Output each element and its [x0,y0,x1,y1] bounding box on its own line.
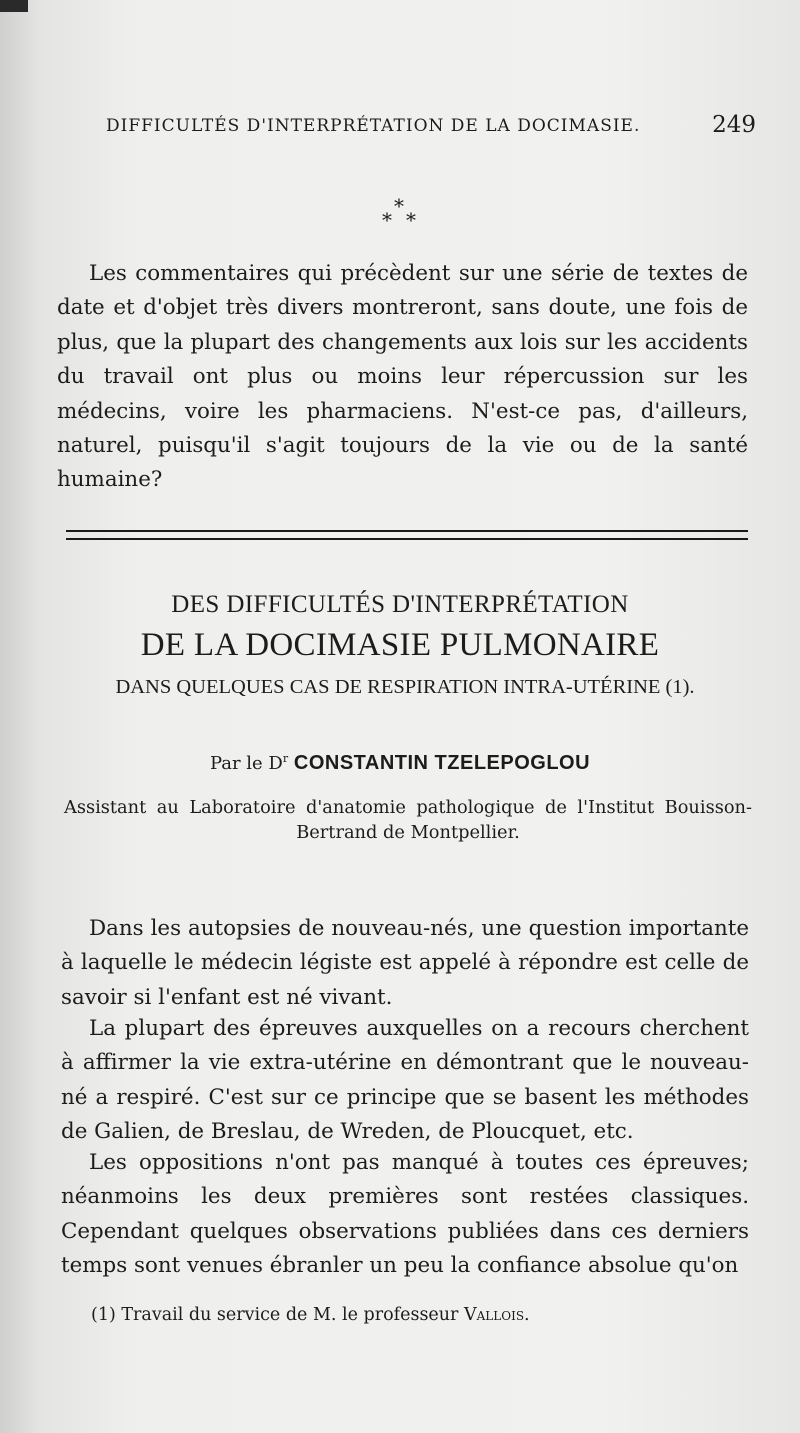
asterism-star-left: * [382,208,392,232]
byline [0,752,800,775]
page-number: 249 [712,112,756,138]
article-title-line-2: DE LA DOCIMASIE PULMONAIRE [140,627,660,663]
body-paragraph-3: Les oppositions n'ont pas manqué à toutes ces épreuves; néanmoins les deux premières sont restées classiques. Cependant quelques observations publiées dans ces derniers temps sont venues ébranler un peu la confiance absolue qu'on [61,1150,749,1279]
byline-prefix: Par le D [209,753,283,774]
double-rule-bottom [66,538,748,540]
asterism-star-top: * [394,194,404,218]
article-title-line-1: DES DIFFICULTÉS D'INTERPRÉTATION [171,591,629,618]
author-name: CONSTANTIN TZELEPOGLOU [293,752,591,774]
asterism-star-right: * [406,208,416,232]
author-affiliation: Assistant au Laboratoire d'anatomie pathologique de l'Institut Bouisson-Bertrand de Montpellier. [64,797,752,843]
asterism [370,196,430,236]
running-title: DIFFICULTÉS D'INTERPRÉTATION DE LA DOCIMASIE. [106,116,641,136]
article-title-line-3: DANS QUELQUES CAS DE RESPIRATION INTRA-UTÉRINE (1). [115,676,695,698]
body-paragraph-2: La plupart des épreuves auxquelles on a recours cherchent à affirmer la vie extra-utérine en démontrant que le nouveau-né a respiré. C'est sur ce principe que se basent les méthodes de Galien, de Breslau, de Wreden, de Ploucquet, etc. [61,1016,749,1145]
body-paragraph-1: Dans les autopsies de nouveau-nés, une question importante à laquelle le médecin légiste est appelé à répondre est celle de savoir si l'enfant est né vivant. [61,916,749,1010]
footnote [91,1305,751,1325]
running-head [106,112,756,142]
double-rule-top [66,530,748,532]
byline-superscript: r [282,752,289,765]
closing-paragraph: Les commentaires qui précèdent sur une série de textes de date et d'objet très divers montreront, sans doute, une fois de plus, que la plupart des changements aux lois sur les accidents du travail ont plus ou moins leur répercussion sur les médecins, voire les pharmaciens. N'est-ce pas, d'ailleurs, naturel, puisqu'il s'agit toujours de la vie ou de la santé humaine? [57,261,748,493]
footnote-professor-name: Vallois. [464,1305,530,1325]
footnote-text: (1) Travail du service de M. le professeur [91,1305,459,1325]
